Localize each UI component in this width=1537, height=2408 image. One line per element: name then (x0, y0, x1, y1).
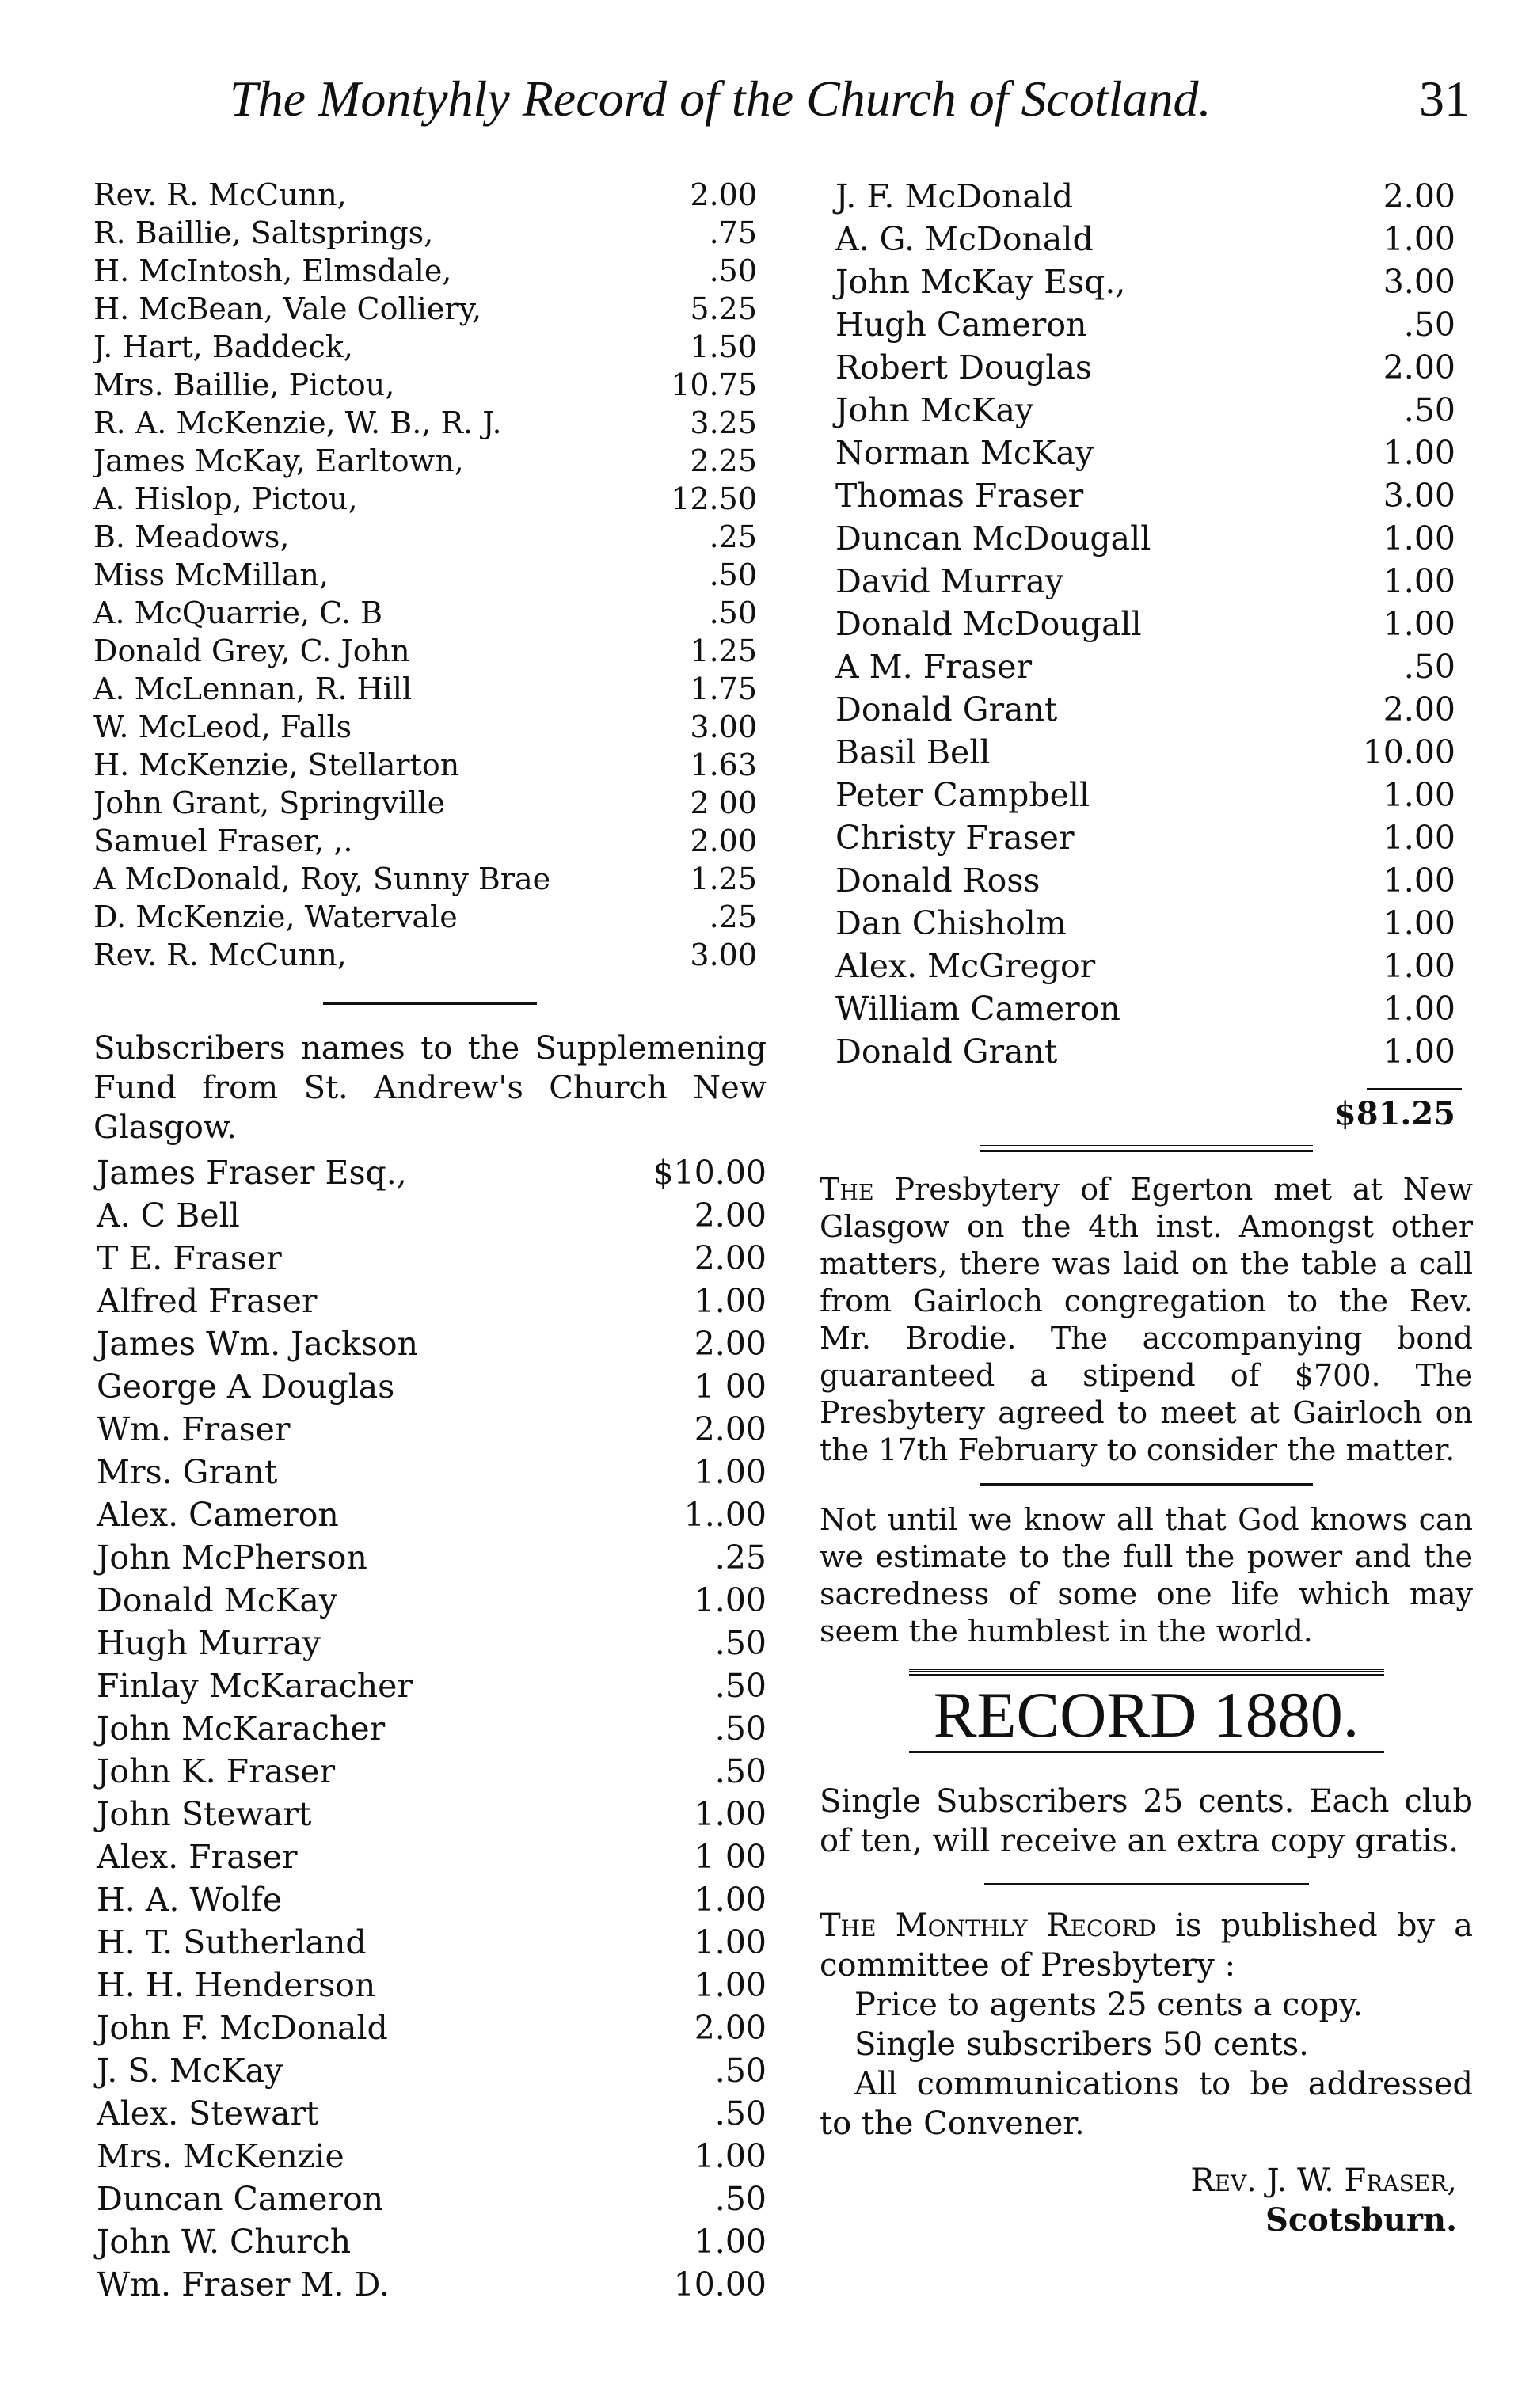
subscriber-amount: 1.25 (690, 633, 757, 668)
subscriber-row (93, 1410, 767, 1453)
subscriber-row (93, 1923, 767, 1966)
signature-name-text: Rev. J. W. Fraser, (1190, 2163, 1457, 2199)
subscriber-amount: 10.00 (673, 2265, 767, 2303)
subscriber-row (820, 648, 1473, 690)
subscriber-amount: 1.00 (694, 1923, 767, 1961)
subscriber-name: David Murray (835, 562, 1064, 600)
subscriber-row (93, 748, 767, 786)
subscriber-amount: 1.00 (1383, 990, 1455, 1028)
subscriber-amount: 2.25 (690, 443, 757, 478)
subscriber-row (93, 1667, 767, 1710)
subscriber-amount: .50 (1403, 648, 1455, 686)
subscriber-amount: .50 (714, 2052, 767, 2090)
subscriber-row (93, 519, 767, 557)
subscriber-amount: 5.25 (690, 291, 757, 326)
subscriber-amount: 10.00 (1362, 733, 1455, 771)
right-column (820, 177, 1473, 2240)
subscriber-row (93, 709, 767, 748)
double-divider (980, 1145, 1313, 1152)
subscriber-row (93, 1710, 767, 1752)
subscriber-amount: 1.00 (694, 1453, 767, 1491)
subscriber-amount: 1.00 (1383, 862, 1455, 900)
subscriber-name: J. Hart, Baddeck, (93, 329, 353, 364)
subscriber-row (820, 1033, 1473, 1075)
subscriber-row (93, 2180, 767, 2223)
subscriber-amount: 1.00 (694, 1881, 767, 1919)
subscriber-row (820, 862, 1473, 904)
subscriber-name: William Cameron (835, 990, 1120, 1028)
publish-info (820, 1906, 1473, 1985)
subscriber-name: D. McKenzie, Watervale (93, 900, 458, 934)
subscriber-amount: .50 (714, 1667, 767, 1705)
subscriber-amount: 3.25 (690, 405, 757, 440)
subscriber-name: Donald McDougall (835, 605, 1142, 643)
subscriber-amount: .50 (714, 1624, 767, 1662)
subscriber-row (820, 306, 1473, 348)
subscriber-row (93, 329, 767, 367)
subscriber-row (93, 786, 767, 824)
subscriber-name: John F. McDonald (97, 2009, 388, 2047)
subscriber-amount: 1.63 (690, 748, 757, 782)
subscriber-name: George A Douglas (97, 1368, 395, 1406)
subscriber-name: Hugh Cameron (835, 306, 1087, 344)
subscriber-amount: 2.00 (690, 824, 757, 858)
subscriber-row (93, 1368, 767, 1410)
subscriber-amount: 2.00 (694, 1410, 767, 1448)
subscriber-row (820, 947, 1473, 990)
subscriber-name: James Fraser Esq., (97, 1154, 407, 1192)
subscriber-row (93, 1624, 767, 1667)
subscriber-amount: 1.75 (690, 671, 757, 706)
subscriber-name: Mrs. Grant (97, 1453, 278, 1491)
presbytery-notice-lead: The (820, 1172, 874, 1207)
subscriber-name: Finlay McKaracher (97, 1667, 413, 1705)
subscriber-amount: .50 (709, 253, 757, 288)
subscriber-row (93, 1838, 767, 1881)
presbytery-notice-body: Presbytery of Egerton met at New Glasgow on the 4th inst. Amongst other matters, there was laid on the table a call from Gairloch congregation to the Rev. Mr. Brodie. The accompanying bond guaranteed a stipend of $700. The Presbytery agreed to meet at Gairloch on the 17th February to consider the matter. (820, 1172, 1473, 1467)
subscriber-name: John McKaracher (97, 1710, 386, 1748)
subscriber-name: A McDonald, Roy, Sunny Brae (93, 862, 551, 896)
quote-paragraph: Not until we know all that God knows can we estimate to the full the power and the sacredness of some one life which may seem the humblest in the world. (820, 1502, 1473, 1649)
subscriber-row (820, 477, 1473, 519)
subscriber-name: Alex. McGregor (835, 947, 1096, 985)
subscriber-row (93, 824, 767, 862)
subscriber-name: A. G. McDonald (835, 220, 1094, 258)
subscriber-amount: 3.00 (690, 938, 757, 972)
subscriber-row (93, 2137, 767, 2180)
subscriber-row (93, 1881, 767, 1923)
subscriber-name: Mrs. Baillie, Pictou, (93, 367, 395, 402)
subscriber-name: Donald McKay (97, 1581, 337, 1619)
subscriber-name: Alex. Cameron (97, 1496, 339, 1534)
ad-title-rule (909, 1751, 1384, 1753)
subscriber-name: H. McBean, Vale Colliery, (93, 291, 482, 326)
subscriber-amount: 1..00 (683, 1496, 767, 1534)
subscriber-name: H. A. Wolfe (97, 1881, 283, 1919)
subscriber-name: A M. Fraser (835, 648, 1033, 686)
subscriber-amount: 2.00 (1383, 348, 1455, 386)
subscriber-amount: 3.00 (1383, 477, 1455, 515)
subscriber-row (93, 481, 767, 519)
subscriber-row (93, 1496, 767, 1539)
divider (984, 1883, 1309, 1885)
subscriber-amount: 3.00 (1383, 263, 1455, 301)
subscriber-name: John Grant, Springville (93, 786, 446, 820)
subscriber-row (93, 2094, 767, 2137)
subscriber-name: H. T. Sutherland (97, 1923, 367, 1961)
subscriber-row (93, 1453, 767, 1496)
subscriber-amount: 2.00 (690, 177, 757, 212)
subscriber-row (93, 1795, 767, 1838)
divider (323, 1002, 537, 1005)
subscriber-row (93, 900, 767, 938)
subscriber-row (93, 1752, 767, 1795)
subscriber-row (820, 220, 1473, 263)
subscriber-amount: 2.00 (694, 1239, 767, 1277)
subscriber-amount: 1.00 (694, 1966, 767, 2004)
subscriber-name: J. F. McDonald (835, 177, 1074, 215)
subscriber-row (93, 1239, 767, 1282)
subscriber-name: Wm. Fraser (97, 1410, 291, 1448)
signature-place-text: Scotsburn. (1265, 2201, 1457, 2239)
subscriber-row (93, 1581, 767, 1624)
subscriber-row (93, 557, 767, 595)
subscriber-amount: 1.00 (1383, 605, 1455, 643)
subscriber-name: H. H. Henderson (97, 1966, 376, 2004)
subscriber-row (93, 1539, 767, 1581)
signature-place (820, 2201, 1473, 2240)
price-agents: Price to agents 25 cents a copy. (854, 1987, 1364, 2023)
subscriber-amount: 2.00 (1383, 177, 1455, 215)
subscriber-name: Thomas Fraser (835, 477, 1084, 515)
subscriber-amount: .50 (1403, 306, 1455, 344)
subscriber-row (93, 671, 767, 709)
total-amount: $81.25 (1333, 1095, 1455, 1132)
subscriber-row (93, 1196, 767, 1239)
subscriber-amount: .50 (709, 557, 757, 592)
subscriber-amount: 1.00 (694, 1282, 767, 1320)
subscriber-name: Rev. R. McCunn, (93, 938, 347, 972)
subscriber-row (820, 990, 1473, 1033)
subscriber-name: Alex. Stewart (97, 2094, 319, 2132)
subscriber-row (93, 291, 767, 329)
subscriber-amount: .50 (714, 2094, 767, 2132)
subscriber-name: T E. Fraser (97, 1239, 282, 1277)
subscription-info: Single Subscribers 25 cents. Each club of ten, will receive an extra copy gratis. (820, 1783, 1473, 1859)
communications-note: All communications to be addressed to the Convener. (820, 2066, 1473, 2142)
subscriber-amount: .75 (709, 215, 757, 250)
subscriber-amount: 12.50 (671, 481, 757, 516)
journal-title: The Montyhly Record of the Church of Scotland. (230, 70, 1212, 127)
subscriber-name: Hugh Murray (97, 1624, 321, 1662)
subscriber-name: Peter Campbell (835, 776, 1090, 814)
ad-top-rule (909, 1669, 1384, 1676)
subscriber-row (820, 519, 1473, 562)
subscriber-row (820, 819, 1473, 862)
subscriber-name: Christy Fraser (835, 819, 1075, 857)
subscriber-amount: 1.00 (694, 2223, 767, 2261)
subscriber-amount: 2.00 (694, 1196, 767, 1234)
subscriber-name: Miss McMillan, (93, 557, 329, 592)
subscriber-row (820, 605, 1473, 648)
subscriber-amount: 1.50 (690, 329, 757, 364)
subscriber-name: A. C Bell (97, 1196, 240, 1234)
subscriber-row (820, 562, 1473, 605)
subscriber-row (93, 2052, 767, 2094)
presbytery-notice (820, 1171, 1473, 1469)
subscriber-row (820, 348, 1473, 391)
subscriber-row (93, 405, 767, 443)
total-rule (1367, 1088, 1462, 1090)
subscriber-amount: 1.00 (1383, 947, 1455, 985)
subscriber-name: James Wm. Jackson (97, 1325, 418, 1363)
subscriber-amount: 1.00 (1383, 1033, 1455, 1071)
subscriber-row (820, 733, 1473, 776)
subscriber-list-a (93, 177, 767, 976)
subscriber-row (93, 938, 767, 976)
subscriber-name: Samuel Fraser, ,. (93, 824, 353, 858)
subscriber-row (820, 904, 1473, 947)
subscriber-amount: 1.00 (694, 1795, 767, 1833)
subscriber-row (820, 434, 1473, 477)
subscriber-name: A. McLennan, R. Hill (93, 671, 413, 706)
subscriber-name: Donald Grant (835, 1033, 1058, 1071)
subscriber-name: Alfred Fraser (97, 1282, 318, 1320)
subscriber-amount: .25 (709, 519, 757, 554)
subscriber-name: J. S. McKay (97, 2052, 283, 2090)
subscriber-amount: 2.00 (1383, 690, 1455, 728)
subscriber-row (820, 391, 1473, 434)
subscriber-name: W. McLeod, Falls (93, 709, 352, 744)
subscriber-row (93, 1325, 767, 1368)
publish-rest: is published by a committee of Presbytery : (820, 1908, 1473, 1984)
subscriber-row (93, 1966, 767, 2009)
subscriber-amount: 3.00 (690, 709, 757, 744)
subscriber-row (820, 776, 1473, 819)
subscriber-name: H. McKenzie, Stellarton (93, 748, 460, 782)
subscriber-name: Donald Grant (835, 690, 1058, 728)
supplement-subscriber-list (93, 1154, 767, 2308)
subscriber-name: Norman McKay (835, 434, 1094, 472)
subscriber-amount: 1 00 (694, 1368, 767, 1406)
page-header (0, 70, 1537, 141)
subscriber-name: H. McIntosh, Elmsdale, (93, 253, 452, 288)
subscriber-name: Mrs. McKenzie (97, 2137, 344, 2175)
subscriber-name: John Stewart (97, 1795, 312, 1833)
subscriber-name: A. McQuarrie, C. B (93, 595, 383, 630)
ad-title: RECORD 1880. (933, 1679, 1360, 1751)
subscriber-name: John McPherson (97, 1539, 367, 1577)
subscriber-amount: 1 00 (694, 1838, 767, 1876)
subscriber-name: Basil Bell (835, 733, 991, 771)
subscriber-row (93, 595, 767, 633)
subscriber-name: R. Baillie, Saltsprings, (93, 215, 434, 250)
subscriber-list-c (820, 177, 1473, 1075)
subscriber-name: A. Hislop, Pictou, (93, 481, 358, 516)
subscriber-row (93, 862, 767, 900)
subscriber-name: R. A. McKenzie, W. B., R. J. (93, 405, 502, 440)
subscriber-row (93, 1282, 767, 1325)
subscriber-amount: 1.00 (694, 1581, 767, 1619)
subscriber-name: John W. Church (97, 2223, 352, 2261)
subscriber-name: Donald Ross (835, 862, 1041, 900)
subscriber-row (820, 690, 1473, 733)
subscriber-name: Wm. Fraser M. D. (97, 2265, 390, 2303)
subscriber-name: John McKay (835, 391, 1034, 429)
subscriber-amount: 1.00 (1383, 904, 1455, 942)
subscriber-row (93, 253, 767, 291)
subscriber-row (93, 443, 767, 481)
subscriber-amount: $10.00 (652, 1154, 767, 1192)
subscriber-amount: .50 (1403, 391, 1455, 429)
subscriber-amount: 1.00 (694, 2137, 767, 2175)
signature-name (820, 2161, 1473, 2201)
subscriber-name: John McKay Esq., (835, 263, 1126, 301)
publish-lead: The Monthly Record (820, 1908, 1157, 1944)
subscriber-amount: 1.00 (1383, 776, 1455, 814)
subscriber-amount: .50 (714, 2180, 767, 2218)
subscriber-amount: 1.00 (1383, 434, 1455, 472)
subscriber-amount: .50 (714, 1752, 767, 1790)
subscriber-name: Dan Chisholm (835, 904, 1067, 942)
subscriber-name: Alex. Fraser (97, 1838, 298, 1876)
subscriber-name: Donald Grey, C. John (93, 633, 410, 668)
subscriber-row (93, 2223, 767, 2265)
subscriber-row (93, 215, 767, 253)
subscriber-row (820, 263, 1473, 306)
subscriber-name: Robert Douglas (835, 348, 1092, 386)
subscriber-amount: 1.00 (1383, 562, 1455, 600)
subscriber-row (93, 2009, 767, 2052)
supplement-heading: Subscribers names to the Supplemening Fund from St. Andrew's Church New Glasgow. (93, 1030, 767, 1146)
subscriber-amount: 1.25 (690, 862, 757, 896)
subscriber-amount: 1.00 (1383, 519, 1455, 557)
subscriber-amount: .50 (709, 595, 757, 630)
subscriber-row (93, 1154, 767, 1196)
subscriber-amount: 10.75 (671, 367, 757, 402)
subscriber-row (820, 177, 1473, 220)
subscriber-amount: .25 (709, 900, 757, 934)
page-number: 31 (1419, 70, 1470, 127)
subscriber-row (93, 633, 767, 671)
subscriber-amount: 1.00 (1383, 819, 1455, 857)
subscriber-row (93, 367, 767, 405)
subscriber-name: James McKay, Earltown, (93, 443, 464, 478)
subscriber-amount: 2.00 (694, 2009, 767, 2047)
divider (980, 1483, 1313, 1486)
left-column (93, 177, 767, 2308)
subscriber-amount: .50 (714, 1710, 767, 1748)
subscriber-name: Duncan Cameron (97, 2180, 384, 2218)
subscriber-name: B. Meadows, (93, 519, 290, 554)
subscriber-amount: 2 00 (690, 786, 757, 820)
subscriber-name: Duncan McDougall (835, 519, 1151, 557)
subscriber-amount: .25 (714, 1539, 767, 1577)
subscriber-row (93, 2265, 767, 2308)
subscriber-amount: 1.00 (1383, 220, 1455, 258)
subscriber-name: Rev. R. McCunn, (93, 177, 347, 212)
subscriber-row (93, 177, 767, 215)
subscriber-amount: 2.00 (694, 1325, 767, 1363)
subscriber-name: John K. Fraser (97, 1752, 336, 1790)
price-single: Single subscribers 50 cents. (854, 2026, 1309, 2063)
